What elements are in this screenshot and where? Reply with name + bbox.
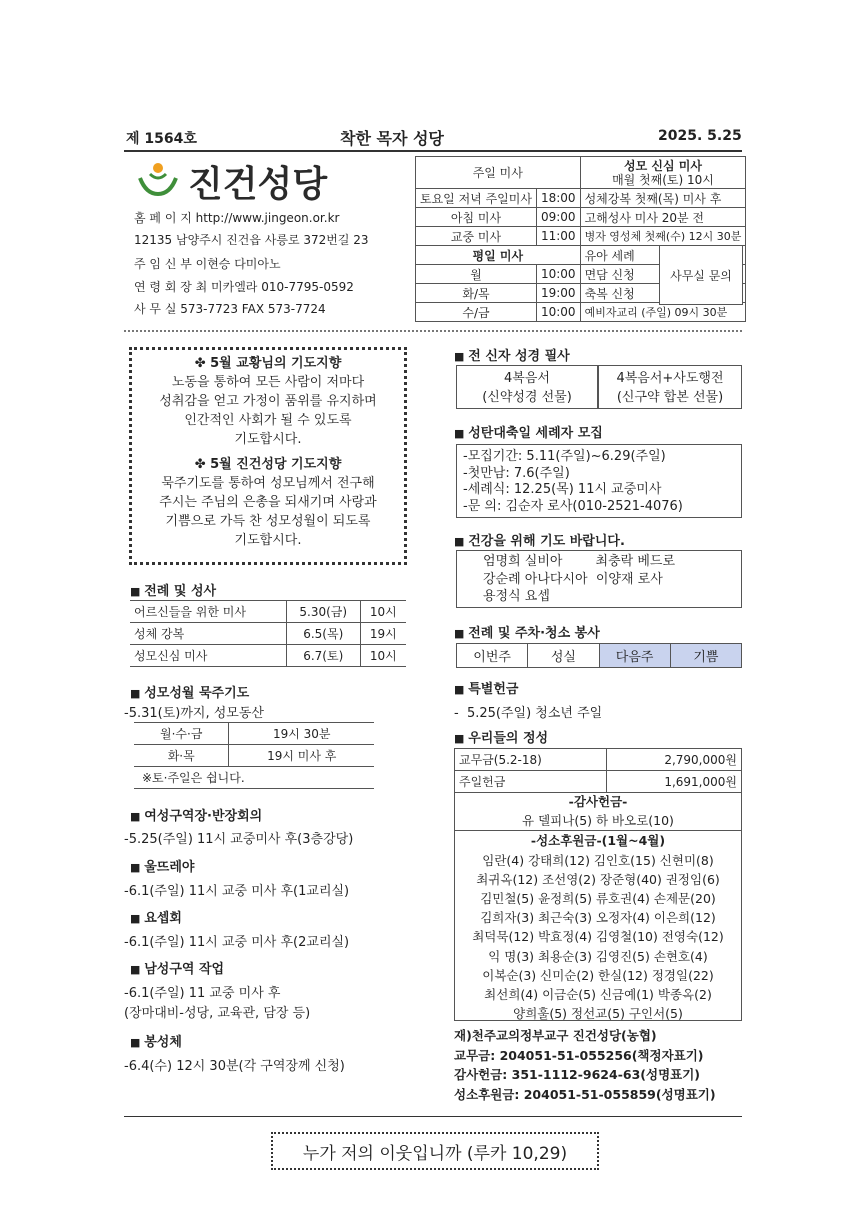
rosary-table [134, 722, 374, 789]
header-separator [124, 330, 742, 332]
table-row [416, 303, 746, 322]
liturgy-table [130, 600, 406, 667]
issue-date: 2025. 5.25 [658, 128, 742, 144]
weekday-mass-header: 평일 미사 [416, 246, 581, 265]
address: 12135 남양주시 진건읍 사릉로 372번길 23 [134, 233, 369, 247]
mass-time: 10:00 [536, 265, 580, 284]
liturgy-date: 6.7(토) [286, 645, 360, 667]
support-line: 임란(4) 강태희(12) 김인호(15) 신현미(8) [482, 852, 714, 868]
prayer-title-pope: ✤ 5월 교황님의 기도지향 [194, 356, 342, 371]
liturgy-name: 어르신들을 위한 미사 [130, 601, 286, 623]
bible-left-line: 4복음서 [504, 371, 550, 386]
service-cell: 성실 [528, 644, 599, 668]
liturgy-date: 6.5(목) [286, 623, 360, 645]
bible-left-box [456, 365, 598, 409]
meeting-title: ■ 여성구역장·반장회의 [130, 805, 262, 824]
health-box [456, 550, 742, 608]
baptism-line: -모집기간: 5.11(주일)~6.29(주일) [463, 449, 666, 464]
baptism-box [456, 444, 742, 518]
service-table [456, 643, 742, 668]
liturgy-section-title: ■ 전례 및 성사 [130, 580, 216, 599]
table-row [130, 623, 406, 645]
mass-note: 고해성사 미사 20분 전 [580, 208, 746, 227]
rosary-time: 19시 미사 후 [229, 745, 374, 767]
table-row [416, 189, 746, 208]
prayer-line: 성취감을 얻고 가정이 품위를 유지하며 [159, 394, 377, 409]
office-phone: 사 무 실 573-7723 FAX 573-7724 [134, 302, 326, 316]
mass-name: 교중 미사 [416, 227, 537, 246]
rosary-period: -5.31(토)까지, 성모동산 [124, 706, 264, 721]
liturgy-time: 19시 [360, 623, 406, 645]
liturgy-date: 5.30(금) [286, 601, 360, 623]
funeral-chairman: 연 령 회 장 최 미카엘라 010-7795-0592 [134, 280, 354, 294]
table-row [416, 208, 746, 227]
account-line: 감사헌금: 351-1112-9624-63(성명표기) [454, 1067, 701, 1082]
rosary-day: 월·수·금 [134, 723, 229, 745]
support-line: 김희자(3) 최근숙(3) 오정자(4) 이은희(12) [480, 910, 716, 926]
offering-amount: 1,691,000원 [606, 771, 741, 793]
baptism-section-title: ■ 성탄대축일 세례자 모집 [454, 422, 603, 441]
homepage: 홈 페 이 지 http://www.jingeon.or.kr [134, 211, 340, 225]
mass-note: 예비자교리 (주일) 09시 30분 [580, 303, 746, 322]
service-cell: 이번주 [457, 644, 528, 668]
rosary-day: 화·목 [134, 745, 229, 767]
mass-note: 병자 영성체 첫째(수) 12시 30분 [580, 227, 746, 246]
table-row [134, 767, 374, 789]
table-row [455, 749, 742, 771]
account-line: 재)천주교의정부교구 진건성당(농협) [454, 1028, 657, 1043]
offering-name: 주일헌금 [455, 771, 607, 793]
support-line: 이복순(3) 신미순(2) 한실(12) 정경일(22) [482, 967, 714, 983]
liturgy-time: 10시 [360, 601, 406, 623]
baptism-line: -세례식: 12.25(목) 11시 교중미사 [463, 482, 662, 497]
meeting-title: ■ 남성구역 작업 [130, 958, 224, 977]
pastor: 주 임 신 부 이현승 다미아노 [134, 257, 281, 271]
mass-name: 수/금 [416, 303, 537, 322]
mass-name: 월 [416, 265, 537, 284]
baptism-line: -첫만남: 7.6(주일) [463, 465, 570, 481]
liturgy-time: 10시 [360, 645, 406, 667]
prayer-line: 기쁨으로 가득 찬 성모성월이 되도록 [165, 514, 371, 529]
bible-verse: 누가 저의 이웃입니까 (루카 10,29) [271, 1132, 599, 1170]
table-row [416, 227, 746, 246]
devotion-mass-title: 성모 신심 미사 [624, 158, 702, 173]
health-line: 강순례 아나다시아 이양재 로사 [483, 571, 663, 587]
church-name: 진건성당 [188, 164, 328, 205]
support-line: 최귀옥(12) 조선영(2) 장준형(40) 권정임(6) [476, 871, 720, 887]
table-row [130, 645, 406, 667]
meeting-title: ■ 울뜨레야 [130, 856, 194, 875]
baptism-line: -문 의: 김순자 로사(010-2521-4076) [463, 498, 683, 514]
table-row [130, 601, 406, 623]
service-cell-next: 다음주 [599, 644, 670, 668]
thanks-donors: 유 델피나(5) 하 바오로(10) [455, 811, 741, 831]
mass-note: 성체강복 첫째(목) 미사 후 [580, 189, 746, 208]
prayer-line: 기도합시다. [234, 533, 302, 548]
mass-time: 18:00 [536, 189, 580, 208]
mass-time: 09:00 [536, 208, 580, 227]
parish-theme: 착한 목자 성당 [340, 129, 444, 148]
prayer-line: 묵주기도를 통하여 성모님께서 전구해 [161, 476, 375, 491]
meeting-line: (장마대비-성당, 교육관, 담장 등) [124, 1006, 311, 1021]
devotion-mass-cell [580, 157, 746, 189]
rosary-note: ※토·주일은 쉽니다. [134, 767, 374, 789]
meeting-line: -6.1(주일) 11시 교중 미사 후(1교리실) [124, 884, 350, 899]
offering-name: 교무금(5.2-18) [455, 749, 607, 771]
table-row [455, 771, 742, 793]
support-line: 김민철(5) 윤정희(5) 류호권(4) 손제문(20) [480, 891, 716, 907]
issue-number: 제 1564호 [126, 131, 197, 147]
special-offering-title: ■ 특별헌금 [454, 678, 518, 697]
devotion-mass-sub: 매월 첫째(토) 10시 [612, 172, 714, 187]
thanks-title: -감사헌금- [568, 794, 628, 809]
rosary-section-title: ■ 성모성월 묵주기도 [130, 682, 249, 701]
mass-time: 10:00 [536, 303, 580, 322]
church-logo-icon [134, 160, 182, 200]
prayer-intentions-box [129, 347, 407, 565]
meeting-line: -5.25(주일) 11시 교중미사 후(3층강당) [124, 832, 354, 847]
support-line: 양희훌(5) 정선교(5) 구인서(5) [513, 1006, 683, 1022]
infant-baptism: 유아 세례 [580, 246, 746, 265]
mass-time: 19:00 [536, 284, 580, 303]
donations-box [454, 791, 742, 1021]
service-section-title: ■ 전례 및 주차·청소 봉사 [454, 622, 600, 641]
meeting-line: -6.1(주일) 11 교중 미사 후 [124, 986, 281, 1001]
mass-name: 토요일 저녁 주일미사 [416, 189, 537, 208]
mass-name: 화/목 [416, 284, 537, 303]
footer-rule [124, 1116, 742, 1117]
meeting-title: ■ 봉성체 [130, 1031, 182, 1050]
mass-time: 11:00 [536, 227, 580, 246]
meeting-title: ■ 요셉회 [130, 907, 182, 926]
prayer-line: 인간적인 사회가 될 수 있도록 [184, 413, 352, 428]
support-line: 최선희(4) 이금순(5) 신금예(1) 박종옥(2) [484, 987, 712, 1003]
meeting-line: -6.4(수) 12시 30분(각 구역장께 신청) [124, 1059, 345, 1074]
offering-table [454, 748, 742, 793]
header-rule [124, 150, 742, 152]
table-row [134, 745, 374, 767]
offering-amount: 2,790,000원 [606, 749, 741, 771]
health-line: 엄명희 실비아 최충락 베드로 [483, 554, 676, 569]
prayer-title-parish: ✤ 5월 진건성당 기도지향 [194, 457, 342, 472]
mass-name: 아침 미사 [416, 208, 537, 227]
offering-section-title: ■ 우리들의 정성 [454, 727, 548, 746]
prayer-line: 노동을 통하여 모든 사람이 저마다 [171, 375, 365, 390]
mass-note: 축복 신청 [580, 284, 746, 303]
support-line: 최덕묵(12) 박효정(4) 김영철(10) 전영숙(12) [472, 929, 724, 945]
meeting-line: -6.1(주일) 11시 교중 미사 후(2교리실) [124, 935, 350, 950]
prayer-line: 기도합시다. [234, 432, 302, 447]
bible-section-title: ■ 전 신자 성경 필사 [454, 345, 570, 364]
prayer-line: 주시는 주님의 은총을 되새기며 사랑과 [159, 495, 377, 510]
health-section-title: ■ 건강을 위해 기도 바랍니다. [454, 530, 625, 549]
liturgy-name: 성모신심 미사 [130, 645, 286, 667]
bible-right-line: 4복음서+사도행전 [616, 371, 724, 386]
service-cell-next: 기쁨 [670, 644, 741, 668]
bible-right-box [598, 365, 742, 409]
rosary-time: 19시 30분 [229, 723, 374, 745]
bank-accounts [454, 1026, 716, 1104]
bible-left-line: (신약성경 선물) [482, 390, 572, 405]
health-line: 용정식 요셉 [483, 589, 550, 604]
bible-right-line: (신구약 합본 선물) [616, 390, 724, 405]
office-inquiry: 사무실 문의 [659, 246, 743, 305]
table-row [134, 723, 374, 745]
support-line: 익 명(3) 최용순(3) 김영진(5) 손현호(4) [488, 948, 708, 964]
account-line: 성소후원금: 204051-51-055859(성명표기) [454, 1086, 716, 1102]
support-title: -성소후원금-(1월~4월) [530, 833, 666, 849]
sunday-mass-header: 주일 미사 [416, 157, 581, 189]
mass-note: 면담 신청 [580, 265, 746, 284]
liturgy-name: 성체 강복 [130, 623, 286, 645]
special-offering-line: - 5.25(주일) 청소년 주일 [454, 706, 603, 721]
account-line: 교무금: 204051-51-055256(책정자표기) [454, 1047, 704, 1063]
